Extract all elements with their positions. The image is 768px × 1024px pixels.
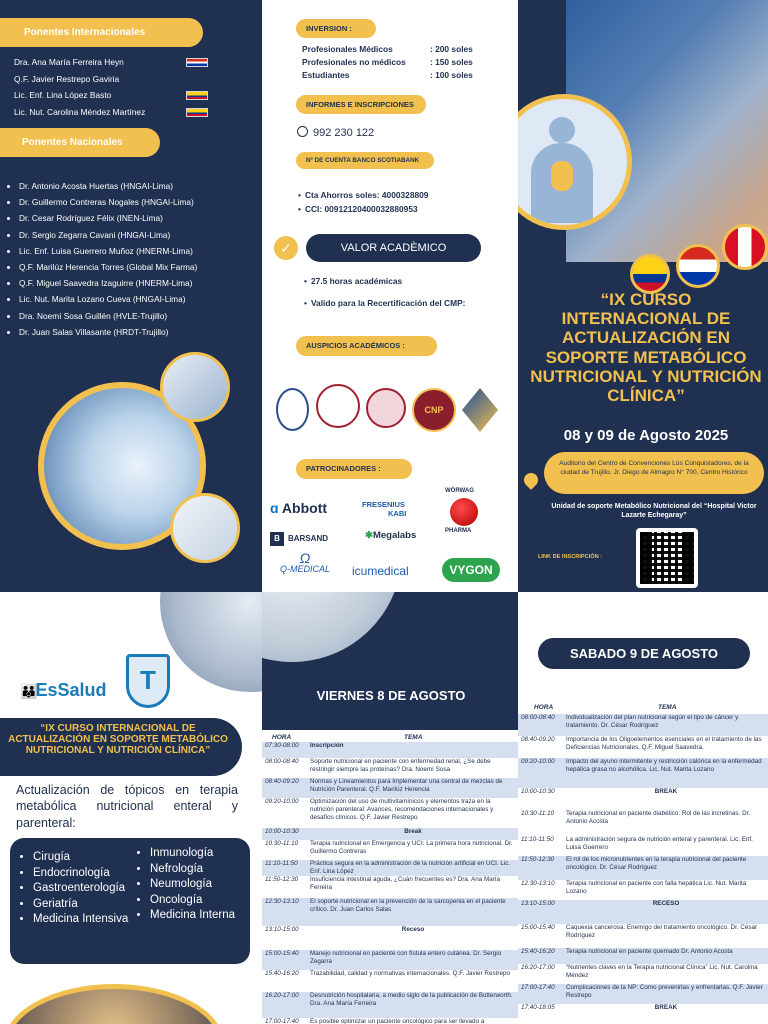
recertification-note: • Valido para la Recertificación del CMP: xyxy=(304,298,465,308)
colombia-flag-icon xyxy=(186,91,208,100)
iv-photo xyxy=(160,352,230,422)
schedule-time: 09:20-10:00 xyxy=(265,798,299,805)
schedule-topic: El rol de los micronutrientes en la terapia nutricional del paciente oncológico. Dr. César Rodríguez xyxy=(566,856,747,871)
phone-row[interactable] xyxy=(297,126,374,139)
saturday-title: SABADO 9 DE AGOSTO xyxy=(538,638,750,669)
schedule-time: 11:10-11:50 xyxy=(521,836,554,843)
intro-panel xyxy=(0,592,262,1024)
schedule-time: 08:40-09:20 xyxy=(521,736,555,743)
schedule-topic: Receso xyxy=(401,926,425,933)
schedule-time: 08:40-09:20 xyxy=(265,778,299,785)
schedule-time: 12:30-13:10 xyxy=(521,880,555,887)
hora-header: HORA xyxy=(272,734,292,741)
schedule-topic: Terapia nutricional en paciente con falla hepática Lic. Nut. Marita Lozano xyxy=(566,880,747,895)
friday-schedule-table xyxy=(262,730,518,1024)
location-icon xyxy=(521,470,541,490)
international-speakers-list xyxy=(0,54,262,120)
essalud-logo: 👪EsSalud xyxy=(20,680,107,700)
schedule-time: 11:50-12:30 xyxy=(521,856,555,863)
schedule-topic: Práctica segura en la administración de la nutrición artificial en UCI. Lic. Enf. Lina López xyxy=(310,860,511,875)
speaker-item: • Dr. Cesar Rodríguez Félix (INEN-Lima) xyxy=(19,210,260,226)
schedule-time: 15:40-16:20 xyxy=(265,970,299,977)
price-row: Profesionales no médicos : 150 soles xyxy=(302,57,473,67)
schedule-time: 15:00-15:40 xyxy=(521,924,555,931)
schedule-topic: “Nutrientes claves en la Terapia nutricional Clínica” Lic. Nut. Carolina Méndez xyxy=(566,964,758,979)
speaker-item: Dra. Ana María Ferreira Heyn xyxy=(0,54,262,71)
schedule-row xyxy=(262,970,518,992)
topic-item: • Nefrología xyxy=(150,862,235,878)
schedule-time: 08:00-08:40 xyxy=(265,758,299,765)
schedule-row xyxy=(262,778,518,798)
academic-logo-1 xyxy=(276,388,309,431)
schedule-topic: Terapia nutricional en paciente quemado Dr. Antonio Acosta xyxy=(566,948,733,955)
paraguay-flag-icon xyxy=(676,244,720,288)
intro-title-pill xyxy=(0,718,242,776)
schedule-topic: Es posible optimizar un paciente oncológico para ser llevado a xyxy=(310,1018,485,1024)
schedule-topic: Terapia nutricional en Emergencia y UCI: La primera hora nutricional. Dr. Guillermo Contreras xyxy=(310,840,513,855)
speaker-item: • Q.F. Miguel Saavedra Izaguirre (HNERM-Lima) xyxy=(19,275,260,291)
academic-logo-3 xyxy=(366,388,406,428)
patrocinadores-tag: PATROCINADORES : xyxy=(296,459,412,479)
schedule-topic: Terapia nutricional en paciente diabético: Rol de las incretinas. Dr. Antonio Acosta xyxy=(566,810,751,825)
schedule-time: 10:30-11:10 xyxy=(521,810,555,817)
megalabs-logo: ✱Megalabs xyxy=(365,530,417,541)
topics-box xyxy=(10,838,250,964)
colombia-flag-icon xyxy=(186,108,208,117)
schedule-topic: Trazabilidad, calidad y normativas internacionales. Q.F. Javier Restrepo xyxy=(310,970,510,977)
phone-number: 992 230 122 xyxy=(313,127,375,139)
schedule-time: 08:00-08:40 xyxy=(521,714,555,721)
academic-hours: • 27.5 horas académicas xyxy=(304,276,402,286)
schedule-time: 12:30-13:10 xyxy=(265,898,299,905)
speaker-item: • Dr. Antonio Acosta Huertas (HNGAI-Lima) xyxy=(19,178,260,194)
schedule-row xyxy=(262,898,518,926)
schedule-row xyxy=(262,840,518,860)
registration-link-label: LINK DE INSCRIPCIÓN : xyxy=(538,554,603,560)
schedule-row xyxy=(518,836,768,856)
topics-list-left xyxy=(15,850,128,928)
infusion-pump-photo xyxy=(170,493,240,563)
schedule-time: 13:10-15:00 xyxy=(265,926,299,933)
whatsapp-icon xyxy=(297,126,308,137)
national-speakers-heading: Ponentes Nacionales xyxy=(0,128,160,157)
schedule-time: 07:30-08:00 xyxy=(265,742,299,749)
schedule-row xyxy=(518,924,768,948)
schedule-time: 13:10-15:00 xyxy=(521,900,555,907)
topic-item: • Neumología xyxy=(150,877,235,893)
schedule-time: 10:30-11:10 xyxy=(265,840,299,847)
schedule-topic: Complicaciones de la NP: Como prevenirlas y enfrentarlas. Q.F. Javier Restrepo xyxy=(566,984,763,999)
national-speakers-list xyxy=(2,178,260,340)
schedule-row xyxy=(262,876,518,898)
hora-header: HORA xyxy=(534,704,554,711)
schedule-row xyxy=(262,828,518,840)
schedule-topic: BREAK xyxy=(654,788,678,795)
topic-item: • Gastroenterología xyxy=(33,881,128,897)
schedule-row xyxy=(262,950,518,970)
schedule-topic: Insuficiencia intestinal aguda, ¿Cuán frecuentes es? Dra. Ana María Ferreira xyxy=(310,876,501,891)
schedule-row xyxy=(518,714,768,736)
international-speakers-heading: Ponentes Internacionales xyxy=(0,18,203,47)
tema-header: TEMA xyxy=(404,734,423,741)
schedule-topic: Soporte nutricional en paciente con enfermedad renal, ¿Se debe restringir siempre las proteínas? Dra. Noemí Sosa xyxy=(310,758,491,773)
schedule-time: 17:00-17:40 xyxy=(265,1018,299,1024)
venue-pill: Auditorio del Centro de Convenciones Los Conquistadores, de la ciudad de Trujillo. Jr. Diego de Almagro N° 700, Centro Histórico xyxy=(544,452,764,494)
account-tag: Nº DE CUENTA BANCO SCOTIABANK xyxy=(296,152,434,169)
schedule-topic: Caquexia cancerosa. Enemigo del tratamiento oncológico. Dr. César Rodríguez xyxy=(566,924,758,939)
schedule-row xyxy=(518,1004,768,1016)
hospital-shield-logo: T xyxy=(126,654,170,708)
schedule-topic: Desnutrición hospitalaria, a medio siglo de la publicación de Butterworth. Dra. Ana María Ferreira xyxy=(310,992,513,1007)
registration-qr-code[interactable] xyxy=(636,528,698,588)
schedule-topic: Optimización del uso de multivitamínicos y elementos traza en la nutrición parenteral: Avances, recomendaciones internacionales y desafíos clínicos. Q.F. Javier Restrepo xyxy=(310,798,494,821)
vygon-logo: VYGON xyxy=(442,558,500,582)
schedule-row xyxy=(518,758,768,788)
paraguay-flag-icon xyxy=(186,58,208,67)
schedule-row xyxy=(262,926,518,950)
auspicios-tag: AUSPICIOS ACADÉMICOS : xyxy=(296,336,437,356)
pharmacy-college-logo xyxy=(462,388,498,432)
topic-item: • Geriatría xyxy=(33,897,128,913)
abbott-logo: ɑ Abbott xyxy=(270,500,328,516)
speakers-panel xyxy=(0,0,262,592)
schedule-time: 15:00-15:40 xyxy=(265,950,299,957)
schedule-row xyxy=(518,948,768,964)
schedule-topic: Individualización del plan nutricional según el tipo de cáncer y tratamiento. Dr. César Rodríguez xyxy=(566,714,739,729)
barsand-logo: B BARSAND xyxy=(270,532,328,546)
colombia-flag-icon xyxy=(630,254,670,294)
saturday-schedule-panel xyxy=(518,592,768,1024)
clinical-photo xyxy=(4,984,224,1024)
schedule-topic: RECESO xyxy=(652,900,680,907)
schedule-row xyxy=(518,984,768,1004)
topic-item: • Cirugía xyxy=(33,850,128,866)
speaker-item: • Dr. Sergio Zegarra Cavani (HNGAI-Lima) xyxy=(19,227,260,243)
nursing-college-logo xyxy=(316,384,360,428)
topic-item: • Inmunología xyxy=(150,846,235,862)
course-dates: 08 y 09 de Agosto 2025 xyxy=(563,427,729,444)
schedule-time: 11:50-12:30 xyxy=(265,876,299,883)
info-panel xyxy=(262,0,518,592)
check-icon: ✓ xyxy=(274,236,298,260)
schedule-time: 09:20-10:00 xyxy=(521,758,555,765)
tema-header: TEMA xyxy=(658,704,677,711)
account-cci: • CCI: 00912120400032880953 xyxy=(298,204,418,214)
schedule-row xyxy=(518,810,768,836)
schedule-topic: El soporte nutricional en la prevención de la sarcopenia en el paciente crítico. Dr. Juan Carlos Salas xyxy=(310,898,506,913)
price-row: Estudiantes : 100 soles xyxy=(302,70,473,80)
intro-title: “IX CURSO INTERNACIONAL DE ACTUALIZACIÓN EN SOPORTE METABÓLICO NUTRICIONAL Y NUTRICIÓN CLÍNICA” xyxy=(8,723,228,756)
schedule-topic: Break xyxy=(404,828,422,835)
schedule-time: 16:20-17:00 xyxy=(265,992,299,999)
fresenius-logo: FRESENIUS KABI xyxy=(362,500,407,518)
speaker-item: Lic. Nut. Carolina Méndez Martínez xyxy=(0,104,262,121)
schedule-time: 10:00-10:30 xyxy=(521,788,555,795)
speaker-item: • Dr. Guillermo Contreras Nogales (HNGAI-Lima) xyxy=(19,194,260,210)
hospital-photo xyxy=(160,592,262,692)
speaker-item: • Lic. Nut. Marita Lozano Cueva (HNGAI-Lima) xyxy=(19,291,260,307)
schedule-row xyxy=(518,856,768,880)
topics-list-right xyxy=(132,846,235,924)
schedule-row xyxy=(262,992,518,1018)
topic-item: • Oncología xyxy=(150,893,235,909)
schedule-time: 15:40-16:20 xyxy=(521,948,555,955)
schedule-time: 17:00-17:40 xyxy=(521,984,555,991)
schedule-row xyxy=(518,788,768,810)
schedule-row xyxy=(262,798,518,828)
qmedical-logo: Ω Q-MEDICAL xyxy=(280,550,331,574)
topic-item: • Medicina Interna xyxy=(150,908,235,924)
schedule-topic: Impacto del ayuno intermitente y restricción calórica en la enfermedad hepática grasa no alcohólica. Lic. Nut. Marita Lozano xyxy=(566,758,762,773)
cnp-logo: CNP xyxy=(412,388,456,432)
equipment-photo xyxy=(262,592,402,662)
friday-title: VIERNES 8 DE AGOSTO xyxy=(306,680,476,711)
speaker-item: Lic. Enf. Lina López Basto xyxy=(0,87,262,104)
schedule-topic: Importancia de los Oligoelementos esenciales en el tratamiento de las Deficiencias Nutricionales. Q.F. Miguel Saavedra. xyxy=(566,736,762,751)
schedule-row xyxy=(262,758,518,778)
speaker-item: • Q.F. Marilúz Herencia Torres (Global Mix Farma) xyxy=(19,259,260,275)
price-row: Profesionales Médicos : 200 soles xyxy=(302,44,473,54)
speaker-item: • Dra. Noemí Sosa Guillén (HVLE-Trujillo) xyxy=(19,308,260,324)
schedule-time: 11:10-11:50 xyxy=(265,860,298,867)
friday-schedule-panel xyxy=(262,592,518,1024)
schedule-row xyxy=(518,880,768,900)
schedule-row xyxy=(518,900,768,924)
inversion-tag: INVERSION : xyxy=(296,19,376,38)
peru-flag-icon xyxy=(722,224,768,270)
schedule-time: 16:20-17:00 xyxy=(521,964,555,971)
speaker-item: • Lic. Enf. Luisa Guerrero Muñoz (HNERM-Lima) xyxy=(19,243,260,259)
speaker-item: • Dr. Juan Salas Villasante (HRDT-Trujillo) xyxy=(19,324,260,340)
schedule-row xyxy=(262,742,518,758)
account-savings: • Cta Ahorros soles: 4000328809 xyxy=(298,190,428,200)
schedule-topic: Inscripción xyxy=(310,742,344,749)
schedule-topic: BREAK xyxy=(654,1004,678,1011)
speaker-item: Q.F. Javier Restrepo Gaviria xyxy=(14,73,120,84)
schedule-time: 17:40-18:05 xyxy=(521,1004,555,1011)
schedule-time: 10:00-10:30 xyxy=(265,828,299,835)
topic-item: • Medicina Intensiva xyxy=(33,912,128,928)
course-title: “IX CURSO INTERNACIONAL DE ACTUALIZACIÓN EN SOPORTE METABÓLICO NUTRICIONAL Y NUTRICIÓN CLÍNICA” xyxy=(530,290,762,406)
schedule-topic: Manejo nutricional en paciente con fístula entero cutánea. Dr. Sergio Zegarra xyxy=(310,950,502,965)
schedule-row xyxy=(518,736,768,758)
intro-description: Actualización de tópicos en terapia metabólica nutricional enteral y parenteral: xyxy=(16,783,238,830)
informes-tag: INFORMES E INSCRIPCIONES xyxy=(296,95,426,114)
schedule-row xyxy=(262,860,518,876)
schedule-row xyxy=(262,1018,518,1024)
topic-item: • Endocrinología xyxy=(33,866,128,882)
schedule-topic: La administración segura de nutrición enteral y parenteral. Lic. Enf. Luisa Guerrero xyxy=(566,836,753,851)
cover-panel xyxy=(518,0,768,592)
schedule-topic: Normas y Lineamientos para Implementar una central de mezclas de Nutrición Parenteral. Q.F. Marilúz Herencia xyxy=(310,778,503,793)
worwag-logo: WÖRWAG PHARMA xyxy=(445,488,493,536)
valor-academico-pill: VALOR ACADÈMICO xyxy=(306,234,481,262)
saturday-schedule-table xyxy=(518,702,768,1024)
schedule-row xyxy=(518,964,768,984)
icumedical-logo: icumedical xyxy=(352,564,409,578)
organizing-unit: Unidad de soporte Metabólico Nutricional del “Hospital Victor Lazarte Echegaray” xyxy=(551,503,757,519)
